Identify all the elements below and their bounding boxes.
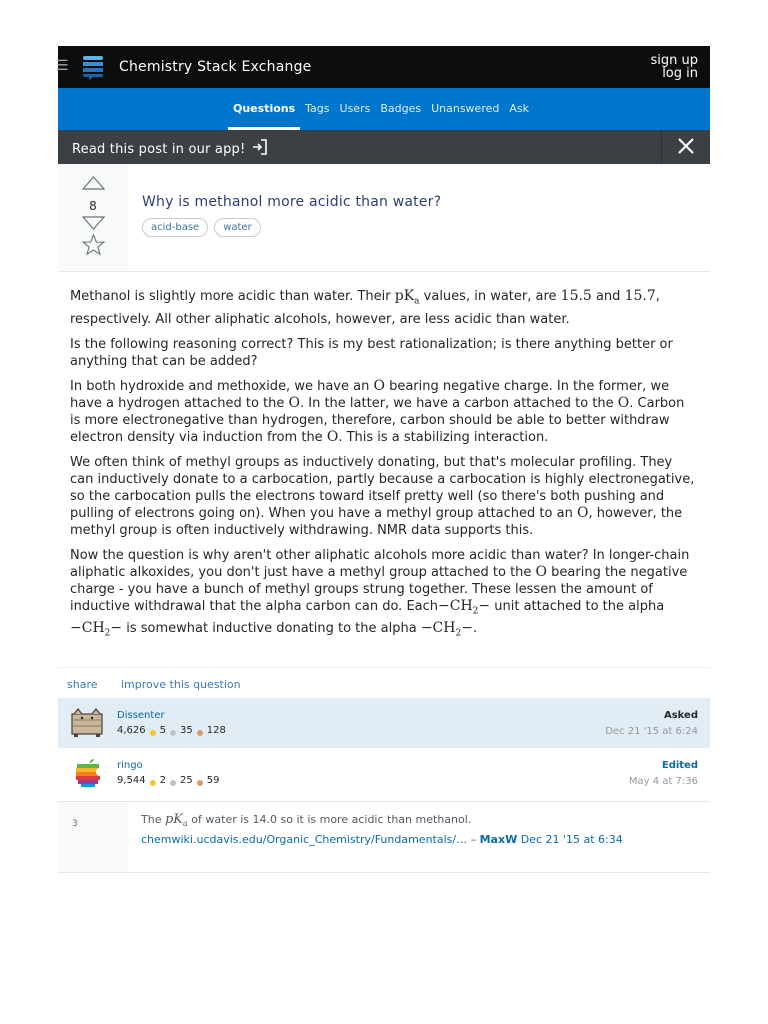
top-bar [58,46,710,88]
comment-time[interactable]: Dec 21 '15 at 6:34 [517,832,623,846]
edited-time: May 4 at 7:36 [628,775,698,787]
post-actions [58,667,710,698]
edited-reputation [117,775,219,786]
body-paragraph-5: Now the question is why aren't other aliphatic alcohols more acidic than water? In longer-chain aliphatic alkoxides, you don't just have a methyl group attached to the O bearing the negative charge - you have a bunch of methyl groups strung together. These lessen the amount of inductive withdrawal that the alpha carbon can do. $Each-CH_2-$ unit attached to the alpha $-CH_2-$ is somewhat inductive donating to the alpha $-CH_2-$. [70,547,690,639]
user-avatar-apple-icon[interactable] [70,758,106,788]
close-icon [662,130,710,164]
vote-count: 8 [89,199,97,213]
close-banner-button[interactable] [661,130,710,164]
share-link[interactable]: share [67,677,98,691]
tag-list [142,218,261,237]
asked-reputation [117,725,226,736]
asked-username[interactable]: Dissenter [117,709,165,721]
auth-links [651,54,699,80]
asked-gold-count: 5 [159,724,167,736]
question-title[interactable]: Why is methanol more acidic than water? [142,194,442,210]
comment-body: The $pK_a$ of water is 14.0 so it is more acidic than methanol. chemwiki.ucdavis.edu/Organic_Chemistry/Fundamentals/… – MaxW Dec 21 '15 at 6:34 [141,811,623,846]
tag-water[interactable]: water [214,218,261,237]
tag-acid-base[interactable]: acid-base [142,218,208,237]
improve-question-link[interactable]: improve this question [121,677,241,691]
comment-author[interactable]: MaxW [479,832,518,846]
user-avatar-cat-icon[interactable] [70,708,106,738]
asked-time: Dec 21 '15 at 6:24 [605,725,698,737]
edited-username[interactable]: ringo [117,759,143,771]
gold-badge-icon [150,730,156,736]
tab-ask[interactable]: Ask [509,102,529,115]
asked-user-card [58,698,710,748]
tab-questions[interactable]: Questions [228,88,300,130]
tab-unanswered[interactable]: Unanswered [431,102,500,115]
question-body [58,272,710,659]
upvote-icon[interactable] [82,176,105,190]
question-header [58,164,710,272]
edited-rep-score: 9,544 [117,774,146,786]
downvote-icon[interactable] [82,216,105,230]
body-paragraph-4: We often think of methyl groups as inductively donating, but that's molecular profiling. They can inductively donate to a carbocation, partly because a carbocation is highly electronegative, so the carbocation pulls the electrons toward itself pretty well (so there's both pushing and pulling of electrons going on). When you have a methyl group attached to an O, however, the methyl group is often inductively withdrawing. NMR data supports this. [70,454,695,538]
nav-tabs [228,88,534,130]
app-banner-label: Read this post in our app! [72,142,246,157]
edited-label[interactable]: Edited [661,759,698,771]
asked-label: Asked [663,709,698,721]
body-paragraph-3: In both hydroxide and methoxide, we have an O bearing negative charge. In the former, we have a hydrogen attached to the O. In the latter, we have a carbon attached to the O. Carbon is more electronegative than hydrogen, therefore, carbon should be able to better withdraw electron density via induction from the O. This is a stabilizing interaction. [70,377,685,445]
silver-badge-icon [170,730,176,736]
body-paragraph-1: Methanol is slightly more acidic than water. Their $pK_a$ values, in water, are 15.5 and 15.7, respectively. All other aliphatic alcohols, however, are less acidic than water. [70,288,660,327]
comment-link[interactable]: chemwiki.ucdavis.edu/Organic_Chemistry/Fundamentals/… [141,832,468,846]
comment [58,801,710,873]
hamburger-menu-icon[interactable]: ☰ [56,58,69,74]
site-title[interactable]: Chemistry Stack Exchange [119,59,312,75]
edited-silver-count: 25 [180,774,193,786]
edited-user-card [58,748,710,798]
tab-users[interactable]: Users [339,102,371,115]
bronze-badge-icon [197,730,203,736]
tab-tags[interactable]: Tags [305,102,330,115]
asked-bronze-count: 128 [206,724,226,736]
silver-badge-icon [170,780,176,786]
page [58,46,710,873]
comment-score: 3 [72,818,78,829]
comment-score-column [58,802,128,872]
nav-bar [58,88,710,130]
bronze-badge-icon [197,780,203,786]
edited-bronze-count: 59 [206,774,220,786]
asked-rep-score: 4,626 [117,724,146,736]
gold-badge-icon [150,780,156,786]
app-banner-text[interactable] [72,139,268,157]
site-logo-icon[interactable] [82,54,104,80]
favorite-star-icon[interactable] [82,234,105,256]
vote-column [58,164,128,271]
app-banner[interactable] [58,130,710,164]
tab-badges[interactable]: Badges [380,102,422,115]
log-in-link[interactable]: log in [662,66,698,81]
edited-gold-count: 2 [159,774,167,786]
asked-silver-count: 35 [180,724,193,736]
body-paragraph-2: Is the following reasoning correct? This is my best rationalization; is there anything better or anything that can be added? [70,336,673,369]
sign-up-link[interactable]: sign up [650,53,698,68]
open-in-app-icon [252,139,268,155]
